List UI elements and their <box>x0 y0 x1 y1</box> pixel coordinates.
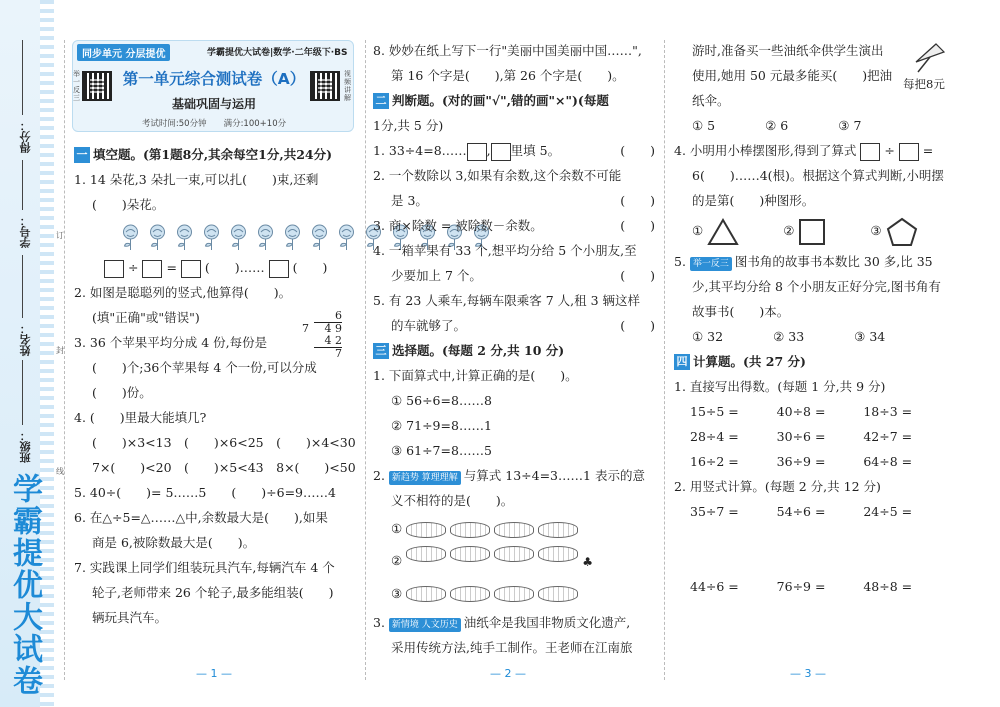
answer-box[interactable] <box>491 143 511 161</box>
unit-tag: 同步单元 分层提优 <box>77 44 170 61</box>
triangle-icon <box>707 218 739 246</box>
div-remainder: 7 <box>335 347 342 360</box>
column-3 <box>674 38 950 599</box>
q7-line-b: 轮子,老师带来 26 个轮子,最多能组装( ) <box>92 585 334 600</box>
score-label: 得分： <box>19 120 32 153</box>
cut-mark-2: 封 <box>56 346 64 355</box>
judge-1 <box>373 138 655 163</box>
q1-line-a: 1. 14 朵花,3 朵扎一束,可以扎( )束,还剩 <box>74 172 319 187</box>
cake-plates <box>406 546 593 578</box>
section-icon: 一 <box>74 147 90 163</box>
rose-icon <box>120 223 141 251</box>
choice-2-opt-3[interactable] <box>373 578 655 610</box>
choice-3-e: 纸伞。 <box>692 93 730 108</box>
section-1-text: 填空题。(第1题8分,其余每空1分,共24分) <box>93 147 333 162</box>
q3-line-b: ( )个;36个苹果每 4 个一份,可以分成 <box>92 360 317 375</box>
exam-subtitle: 基础巩固与运用 <box>171 97 256 111</box>
opt-label: ① <box>391 521 403 536</box>
choice-3-d: 使用,她用 50 元最多能买( )把油 <box>692 68 893 83</box>
q2-line-b: (填"正确"或"错误") <box>92 310 200 325</box>
cake-plates <box>406 522 578 538</box>
judge-4-b <box>373 263 655 288</box>
pentagon-icon <box>886 217 918 247</box>
calc-row <box>674 499 950 574</box>
id-line <box>22 160 23 210</box>
q4-line-c: 7×( )<20 ( )×5<43 8×( )<50 <box>92 460 356 475</box>
q7-line-c: 辆玩具汽车。 <box>92 610 168 625</box>
choice-5-c: 故事书( )本。 <box>692 304 790 319</box>
choice-4: 4. 小明用小棒摆图形,得到了算式 ÷ = <box>674 138 950 163</box>
judge-4-a: 4. 一箱苹果有 33 个,想平均分给 5 个小朋友,至 <box>373 243 637 258</box>
q1-paren-end: ( ) <box>292 260 328 275</box>
q7-line-a: 7. 实践课上同学们组装玩具汽车,每辆汽车 4 个 <box>74 560 335 575</box>
cut-mark-3: 线 <box>56 467 64 476</box>
answer-box[interactable] <box>142 260 162 278</box>
umbrella-icon <box>912 40 948 76</box>
opt-label: ③ <box>870 223 882 238</box>
judge-paren[interactable]: ( ) <box>620 193 655 208</box>
section-4-text: 计算题。(共 27 分) <box>693 354 806 369</box>
judge-1-text: 1. 33÷4=8…… <box>373 143 467 158</box>
judge-paren[interactable]: ( ) <box>620 218 655 233</box>
rose-icon <box>309 223 330 251</box>
section-icon: 三 <box>373 343 389 359</box>
q5-line: 5. 40÷( )= 5……5 ( )÷6=9……4 <box>74 485 336 500</box>
practice-tag: 举一反三 <box>690 257 732 271</box>
rose-icon <box>282 223 303 251</box>
answer-box[interactable] <box>104 260 124 278</box>
calc-item[interactable]: 44÷6 = <box>690 579 739 594</box>
section-2-text-b: 1分,共 5 分) <box>373 118 444 133</box>
rose-icon <box>336 223 357 251</box>
choice-2-opt-2[interactable] <box>373 545 655 578</box>
judge-1-sep: , <box>486 143 491 158</box>
section-3-heading <box>373 338 655 363</box>
judge-paren[interactable]: ( ) <box>620 268 655 283</box>
choice-2-opt-1[interactable] <box>373 513 655 545</box>
score-line <box>22 40 23 115</box>
calc-item[interactable]: 35÷7 = <box>690 504 739 519</box>
choice-1-b[interactable]: ② 71÷9=8……1 <box>391 418 492 433</box>
long-division-figure <box>302 310 342 360</box>
choice-5-options[interactable]: ① 32 ② 33 ③ 34 <box>692 329 886 344</box>
choice-2-b: 义不相符的是( )。 <box>391 493 514 508</box>
choice-4-b: 6( )……4(根)。根据这个算式判断,小明摆 <box>692 168 944 183</box>
page-number-1: — 1 — <box>196 667 232 680</box>
column-divider <box>664 40 665 680</box>
calc-item[interactable]: 54÷6 = <box>776 504 826 519</box>
section-1-heading <box>74 142 358 167</box>
calc-item[interactable]: 30÷6 = <box>776 429 826 444</box>
q4-line-a: 4. ( )里最大能填几? <box>74 410 207 425</box>
rose-picture <box>74 223 358 251</box>
name-line <box>22 255 23 318</box>
section-2-heading <box>373 88 655 113</box>
opt-label: ② <box>783 223 795 238</box>
context-tag: 新情境 人文历史 <box>389 618 461 632</box>
choice-4-text: 4. 小明用小棒摆图形,得到了算式 <box>674 143 857 158</box>
judge-2-b <box>373 188 655 213</box>
column-1 <box>74 142 358 630</box>
choice-3-text: 油纸伞是我国非物质文化遗产, <box>463 614 631 630</box>
div-product: 4 2 <box>314 335 342 348</box>
choice-2: 2. 新趋势 算理理解 与算式 13÷4=3……1 表示的意 <box>373 468 645 483</box>
answer-box[interactable] <box>181 260 201 278</box>
calc-item[interactable]: 15÷5 = <box>690 404 739 419</box>
calc-item[interactable]: 16÷2 = <box>690 454 739 469</box>
answer-box[interactable] <box>899 143 919 161</box>
choice-3-b: 采用传统方法,纯手工制作。王老师在江南旅 <box>391 639 633 655</box>
calc-item[interactable]: 48÷8 = <box>863 579 913 594</box>
binding-line <box>64 40 65 680</box>
price-label: 每把8元 <box>903 77 945 91</box>
judge-3 <box>373 213 655 238</box>
judge-5-b <box>373 313 655 338</box>
choice-4-c: 的是第( )种图形。 <box>692 193 815 208</box>
id-label: 学号： <box>19 215 32 248</box>
answer-box[interactable] <box>860 143 880 161</box>
op-divide: ÷ <box>127 260 139 275</box>
q1-paren: ( )…… <box>204 260 265 275</box>
page-number-3: — 3 — <box>790 667 826 680</box>
div-divisor: 7 <box>302 322 309 335</box>
judge-5-a: 5. 有 23 人乘车,每辆车限乘客 7 人,租 3 辆这样 <box>373 293 640 308</box>
rose-icon <box>174 223 195 251</box>
rose-icon <box>201 223 222 251</box>
q1-formula <box>74 255 358 280</box>
judge-paren[interactable]: ( ) <box>620 318 655 333</box>
title-card <box>72 40 354 132</box>
judge-5-text: 的车就够了。 <box>391 318 467 333</box>
qr-left-caption: 举一反三 <box>73 70 80 102</box>
choice-1: 1. 下面算式中,计算正确的是( )。 <box>373 368 578 383</box>
opt-label: ③ <box>391 585 403 601</box>
answer-box[interactable] <box>467 143 487 161</box>
calc-item[interactable]: 36÷9 = <box>776 454 826 469</box>
series-name: 学霸提优大试卷|数学·二年级下·BS <box>207 48 348 58</box>
judge-2-a: 2. 一个数除以 3,如果有余数,这个余数不可能 <box>373 168 622 183</box>
answer-box[interactable] <box>269 260 289 278</box>
qr-right-caption: 视频讲解 <box>344 70 351 102</box>
choice-3-options[interactable]: ① 5 ② 6 ③ 7 <box>692 118 862 133</box>
q3-line-c: ( )份。 <box>92 385 152 400</box>
calc-item[interactable]: 40÷8 = <box>776 404 826 419</box>
oral-calc-grid <box>674 399 950 474</box>
div-dividend-row <box>302 322 342 335</box>
class-label: 班级： <box>19 430 32 463</box>
opt-label: ② <box>391 553 403 568</box>
q1-line-b: ( )朵花。 <box>92 197 165 212</box>
rose-icon <box>228 223 249 251</box>
brand-logo: 学霸提优大试卷 <box>7 473 42 697</box>
calc-2: 2. 用竖式计算。(每题 2 分,共 12 分) <box>674 479 881 494</box>
op-equals: = <box>166 260 177 275</box>
section-icon: 四 <box>674 354 690 370</box>
name-label: 姓名： <box>19 323 32 356</box>
calc-item[interactable]: 24÷5 = <box>863 504 913 519</box>
section-4-heading <box>674 349 950 374</box>
exam-info: 考试时间:50分钟 满分:100+10分 <box>141 119 287 129</box>
q8-line-b: 第 16 个字是( ),第 26 个字是( )。 <box>391 68 625 83</box>
choice-1-a[interactable]: ① 56÷6=8……8 <box>391 393 492 408</box>
calc-row <box>674 574 950 599</box>
vertical-calc-grid <box>674 499 950 599</box>
q6-line-b: 商是 6,被除数最大是( )。 <box>92 535 256 550</box>
section-3-text: 选择题。(每题 2 分,共 10 分) <box>392 343 565 358</box>
q6-line-a: 6. 在△÷5=△……△中,余数最大是( ),如果 <box>74 510 328 525</box>
judge-4-text: 少要加上 7 个。 <box>391 268 482 283</box>
calc-item[interactable]: 42÷7 = <box>863 429 913 444</box>
q8-line-a: 8. 妙妙在纸上写下一行"美丽中国美丽中国……", <box>373 43 642 58</box>
q4-line-b: ( )×3<13 ( )×6<25 ( )×4<30 <box>92 435 356 450</box>
cupcake-icon: ♣ <box>582 554 593 569</box>
div-dividend: 4 9 <box>324 322 342 335</box>
section-icon: 二 <box>373 93 389 109</box>
exam-title: 第一单元综合测试卷（A） <box>122 70 306 88</box>
judge-3-text: 3. 商×除数 = 被除数－余数。 <box>373 218 543 233</box>
calc-item[interactable]: 18÷3 = <box>863 404 913 419</box>
choice-2-text: 与算式 13÷4=3……1 表示的意 <box>463 468 645 483</box>
choice-4-options[interactable] <box>674 213 950 249</box>
calc-item[interactable]: 28÷4 = <box>690 429 739 444</box>
column-divider <box>365 40 366 680</box>
q3-line-a: 3. 36 个苹果平均分成 4 份,每份是 <box>74 335 268 350</box>
judge-1-tail: 里填 5。 <box>510 143 561 158</box>
calc-row <box>674 399 950 424</box>
rose-icon <box>255 223 276 251</box>
choice-3-c: 游时,准备买一些油纸伞供学生演出 <box>692 43 884 58</box>
calc-1: 1. 直接写出得数。(每题 1 分,共 9 分) <box>674 379 886 394</box>
section-2-text: 判断题。(对的画"√",错的画"×")(每题 <box>392 93 609 108</box>
choice-5: 5. 举一反三 图书角的故事书本数比 30 多,比 35 <box>674 254 933 269</box>
page-number-2: — 2 — <box>490 667 526 680</box>
choice-3: 3. 新情境 人文历史 油纸伞是我国非物质文化遗产, <box>373 614 631 630</box>
trend-tag: 新趋势 算理理解 <box>389 471 461 485</box>
cut-mark-1: 订 <box>56 231 64 240</box>
class-line <box>22 360 23 425</box>
cake-plates <box>406 586 578 602</box>
choice-5-b: 少,其平均分给 8 个小朋友正好分完,图书角有 <box>692 279 941 294</box>
opt-label: ① <box>692 223 704 238</box>
div-quotient: 6 <box>335 309 342 322</box>
calc-item[interactable]: 64÷8 = <box>863 454 913 469</box>
square-icon <box>798 218 826 246</box>
calc-item[interactable]: 76÷9 = <box>776 579 826 594</box>
choice-1-c[interactable]: ③ 61÷7=8……5 <box>391 443 492 458</box>
choice-5-text: 图书角的故事书本数比 30 多,比 35 <box>734 254 933 269</box>
calc-row <box>674 449 950 474</box>
calc-row <box>674 424 950 449</box>
judge-2-text: 是 3。 <box>391 193 428 208</box>
q2-line-a: 2. 如图是聪聪列的竖式,他算得( )。 <box>74 285 292 300</box>
rose-icon <box>147 223 168 251</box>
column-2 <box>373 38 655 660</box>
judge-paren[interactable]: ( ) <box>620 143 655 158</box>
